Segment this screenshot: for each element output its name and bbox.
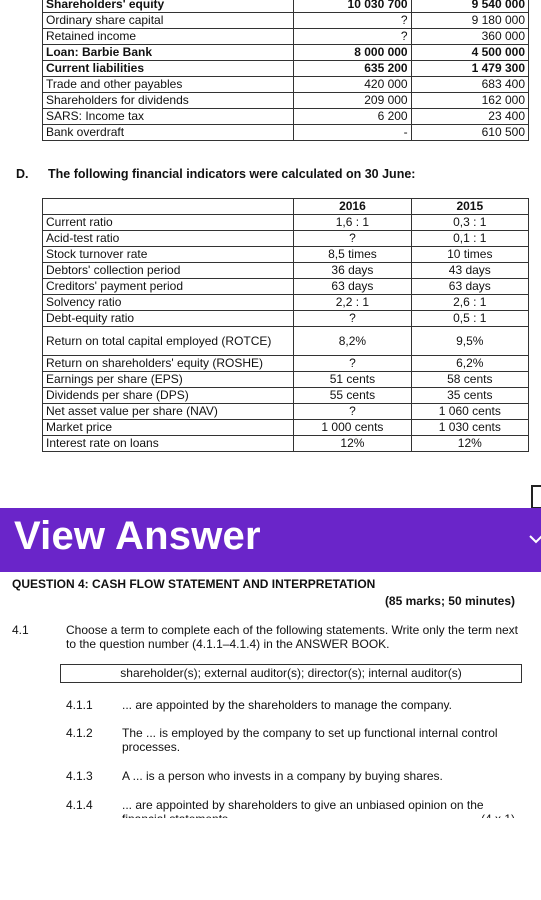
table-row	[43, 61, 529, 77]
table-row	[43, 13, 529, 29]
item-number: 4.1.2	[66, 726, 93, 740]
table-cell: 683 400	[411, 77, 528, 93]
table-row	[43, 29, 529, 45]
table-cell: Current ratio	[43, 215, 294, 231]
table-cell: 4 500 000	[411, 45, 528, 61]
table-cell: Loan: Barbie Bank	[43, 45, 294, 61]
table-cell: Solvency ratio	[43, 295, 294, 311]
table-row	[43, 45, 529, 61]
table-cell: 8,2%	[294, 327, 411, 356]
table-cell: Earnings per share (EPS)	[43, 372, 294, 388]
question-title: QUESTION 4: CASH FLOW STATEMENT AND INTERPRETATION	[12, 577, 376, 591]
table-cell: Shareholders' equity	[43, 0, 294, 13]
table-cell: 6 200	[294, 109, 411, 125]
table-cell: Current liabilities	[43, 61, 294, 77]
table-cell: ?	[294, 231, 411, 247]
table-cell: 63 days	[411, 279, 528, 295]
table-row	[43, 295, 529, 311]
table-row	[43, 388, 529, 404]
table-cell: 420 000	[294, 77, 411, 93]
section-d-heading	[16, 167, 516, 181]
view-answer-banner[interactable]	[0, 508, 541, 572]
table-cell: Return on total capital employed (ROTCE)	[43, 327, 294, 356]
table-row	[43, 231, 529, 247]
table-cell: 635 200	[294, 61, 411, 77]
table-cell: ?	[294, 404, 411, 420]
table-cell: 10 times	[411, 247, 528, 263]
table-row	[43, 372, 529, 388]
table-cell: 12%	[411, 436, 528, 452]
table-cell: Trade and other payables	[43, 77, 294, 93]
table-cell: 360 000	[411, 29, 528, 45]
table-cell: Market price	[43, 420, 294, 436]
table-cell: 23 400	[411, 109, 528, 125]
item-text: ... are appointed by the shareholders to manage the company.	[122, 698, 452, 712]
header-2015: 2015	[411, 199, 528, 215]
table-cell: Shareholders for dividends	[43, 93, 294, 109]
table-cell: Bank overdraft	[43, 125, 294, 141]
table-cell: ?	[294, 29, 411, 45]
table-cell: 12%	[294, 436, 411, 452]
header-2016: 2016	[294, 199, 411, 215]
table-cell: Debtors' collection period	[43, 263, 294, 279]
table-cell: 1,6 : 1	[294, 215, 411, 231]
table-cell: Dividends per share (DPS)	[43, 388, 294, 404]
table-cell: ?	[294, 356, 411, 372]
table-row	[43, 356, 529, 372]
table-cell: -	[294, 125, 411, 141]
table-row	[43, 247, 529, 263]
terms-box: shareholder(s); external auditor(s); director(s); internal auditor(s)	[60, 664, 522, 683]
item-number: 4.1.3	[66, 769, 93, 783]
balance-sheet-table	[42, 0, 529, 141]
table-row	[43, 436, 529, 452]
table-cell: Debt-equity ratio	[43, 311, 294, 327]
table-cell: 2,2 : 1	[294, 295, 411, 311]
table-cell: 51 cents	[294, 372, 411, 388]
table-cell: 9 540 000	[411, 0, 528, 13]
table-cell: Ordinary share capital	[43, 13, 294, 29]
table-cell: 9,5%	[411, 327, 528, 356]
table-cell: Net asset value per share (NAV)	[43, 404, 294, 420]
table-cell: 8,5 times	[294, 247, 411, 263]
item-number: 4.1.4	[66, 798, 93, 812]
table-cell: Stock turnover rate	[43, 247, 294, 263]
table-cell: 35 cents	[411, 388, 528, 404]
table-cell: 8 000 000	[294, 45, 411, 61]
scroll-indicator[interactable]	[531, 485, 541, 509]
table-row	[43, 109, 529, 125]
table-cell: Interest rate on loans	[43, 436, 294, 452]
table-cell: 1 000 cents	[294, 420, 411, 436]
table-row	[43, 327, 529, 356]
question-instruction: Choose a term to complete each of the following statements. Write only the term next to the question number (4.1.1–4.1.4) in the ANSWER BOOK.	[66, 623, 518, 651]
table-cell: Retained income	[43, 29, 294, 45]
table-row	[43, 420, 529, 436]
table-cell: 1 030 cents	[411, 420, 528, 436]
table-cell: 610 500	[411, 125, 528, 141]
banner-title: View Answer	[14, 514, 261, 558]
table-row	[43, 263, 529, 279]
item-text: A ... is a person who invests in a company by buying shares.	[122, 769, 443, 783]
table-cell: 0,3 : 1	[411, 215, 528, 231]
table-row	[43, 404, 529, 420]
table-cell: 1 479 300	[411, 61, 528, 77]
item-number: 4.1.1	[66, 698, 93, 712]
table-row	[43, 0, 529, 13]
table-cell: 2,6 : 1	[411, 295, 528, 311]
table-cell: 6,2%	[411, 356, 528, 372]
table-row	[43, 279, 529, 295]
table-cell: SARS: Income tax	[43, 109, 294, 125]
list-item	[66, 726, 518, 754]
table-cell: 1 060 cents	[411, 404, 528, 420]
table-cell: 10 030 700	[294, 0, 411, 13]
section-letter: D.	[16, 167, 29, 181]
table-cell: 36 days	[294, 263, 411, 279]
question-number: 4.1	[12, 623, 29, 637]
table-header-row	[43, 199, 529, 215]
page-bottom-blank	[0, 818, 541, 900]
header-label	[43, 199, 294, 215]
chevron-down-icon[interactable]	[529, 532, 541, 546]
table-cell: 0,5 : 1	[411, 311, 528, 327]
table-cell: 58 cents	[411, 372, 528, 388]
question-marks: (85 marks; 50 minutes)	[384, 594, 515, 608]
table-cell: Return on shareholders' equity (ROSHE)	[43, 356, 294, 372]
table-row	[43, 93, 529, 109]
table-cell: ?	[294, 311, 411, 327]
table-row	[43, 125, 529, 141]
table-row	[43, 77, 529, 93]
table-cell: 9 180 000	[411, 13, 528, 29]
item-text: ... are appointed by shareholders to give an unbiased opinion on the	[122, 798, 484, 812]
list-item	[66, 698, 518, 712]
table-row	[43, 215, 529, 231]
table-cell: 0,1 : 1	[411, 231, 528, 247]
table-row	[43, 311, 529, 327]
table-cell: 43 days	[411, 263, 528, 279]
list-item	[66, 769, 518, 783]
table-cell: 162 000	[411, 93, 528, 109]
section-text: The following financial indicators were calculated on 30 June:	[48, 167, 416, 181]
item-text: The ... is employed by the company to set up functional internal control processes.	[122, 726, 498, 754]
table-cell: 55 cents	[294, 388, 411, 404]
table-cell: 209 000	[294, 93, 411, 109]
table-cell: Creditors' payment period	[43, 279, 294, 295]
table-cell: Acid-test ratio	[43, 231, 294, 247]
table-cell: 63 days	[294, 279, 411, 295]
table-cell: ?	[294, 13, 411, 29]
financial-indicators-table	[42, 198, 529, 452]
